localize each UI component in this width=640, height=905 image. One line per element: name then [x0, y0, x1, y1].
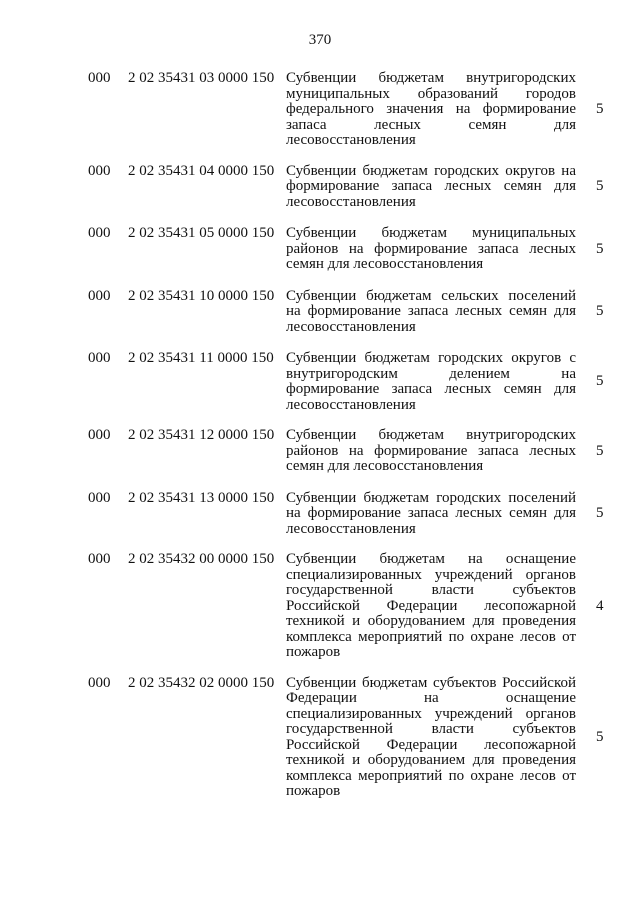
row-value: 5	[596, 178, 604, 194]
kbk-code: 2 02 35432 00 0000 150	[128, 551, 275, 567]
row-value: 4	[596, 597, 604, 614]
row-value: 5	[596, 373, 604, 390]
row-value: 5	[596, 505, 604, 521]
kbk-code: 2 02 35431 12 0000 150	[128, 427, 275, 443]
table-row	[0, 351, 640, 413]
admin-code: 000	[88, 427, 111, 443]
row-description: Субвенции бюджетам городских поселений на формирование запаса лесных семян для лесовосстановления	[286, 489, 576, 537]
admin-code: 000	[88, 162, 111, 179]
row-description: Субвенции бюджетам внутригородских районов на формирование запаса лесных семян для лесовосстановления	[286, 427, 576, 474]
table-row	[0, 71, 640, 149]
row-description: Субвенции бюджетам субъектов Российской Федерации на оснащение специализированных учреждений органов государственной власти субъектов Российской Федерации лесопожарной техникой и оборудованием для проведения комплекса мероприятий по охране лесов от пожаров	[286, 674, 576, 799]
row-value: 5	[596, 101, 604, 117]
table-row	[0, 164, 640, 211]
kbk-code: 2 02 35431 11 0000 150	[128, 350, 274, 366]
admin-code: 000	[88, 225, 111, 241]
budget-code-table	[0, 71, 640, 800]
kbk-code: 2 02 35431 10 0000 150	[128, 287, 275, 304]
kbk-code: 2 02 35431 03 0000 150	[128, 70, 275, 86]
page-number: 370	[308, 32, 332, 48]
kbk-code: 2 02 35431 04 0000 150	[128, 162, 275, 179]
kbk-code: 2 02 35431 13 0000 150	[128, 489, 275, 506]
row-description: Субвенции бюджетам внутригородских муниципальных образований городов федерального значения на формирование запаса лесных семян для лесовосстановления	[286, 70, 576, 148]
admin-code: 000	[88, 287, 111, 304]
table-row	[0, 226, 640, 273]
table-row	[0, 676, 640, 800]
table-row	[0, 491, 640, 538]
row-value: 5	[596, 728, 604, 745]
row-description: Субвенции бюджетам городских округов на формирование запаса лесных семян для лесовосстановления	[286, 162, 576, 210]
admin-code: 000	[88, 350, 111, 366]
kbk-code: 2 02 35431 05 0000 150	[128, 225, 275, 241]
row-description: Субвенции бюджетам муниципальных районов на формирование запаса лесных семян для лесовосстановления	[286, 225, 576, 272]
admin-code: 000	[88, 674, 111, 691]
row-description: Субвенции бюджетам на оснащение специализированных учреждений органов государственной власти субъектов Российской Федерации лесопожарной техникой и оборудованием для проведения комплекса мероприятий по охране лесов от пожаров	[286, 551, 576, 660]
kbk-code: 2 02 35432 02 0000 150	[128, 674, 275, 691]
row-value: 5	[596, 240, 604, 257]
table-row	[0, 552, 640, 661]
admin-code: 000	[88, 489, 111, 506]
admin-code: 000	[88, 70, 111, 86]
row-description: Субвенции бюджетам сельских поселений на формирование запаса лесных семян для лесовосстановления	[286, 287, 576, 335]
table-row	[0, 428, 640, 475]
row-value: 5	[596, 442, 604, 459]
admin-code: 000	[88, 551, 111, 567]
row-description: Субвенции бюджетам городских округов с внутригородским делением на формирование запаса лесных семян для лесовосстановления	[286, 350, 576, 413]
table-row	[0, 289, 640, 336]
row-value: 5	[596, 303, 604, 319]
